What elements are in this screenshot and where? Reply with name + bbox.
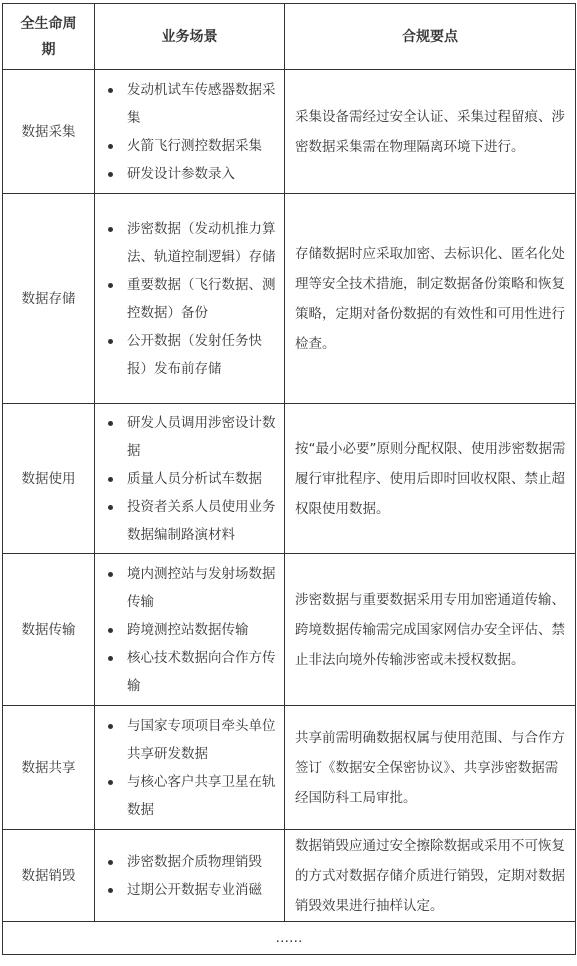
compliance-cell: 涉密数据与重要数据采用专用加密通道传输、跨境数据传输需完成国家网信办安全评估、禁止非法向境外传输涉密或未授权数据。: [285, 554, 576, 706]
phase-cell: 数据销毁: [3, 830, 95, 922]
list-item: 质量人员分析试车数据: [127, 465, 284, 493]
scenario-cell: [95, 70, 285, 194]
compliance-cell: 共享前需明确数据权属与使用范围、与合作方签订《数据安全保密协议》、共享涉密数据需经国防科工局审批。: [285, 706, 576, 830]
scenario-list: [95, 560, 284, 700]
phase-cell: 数据使用: [3, 404, 95, 554]
scenario-list: [95, 76, 284, 188]
table-row: [3, 404, 576, 554]
header-compliance: 合规要点: [285, 4, 576, 70]
phase-cell: 数据传输: [3, 554, 95, 706]
phase-cell: 数据存储: [3, 194, 95, 404]
phase-cell: 数据共享: [3, 706, 95, 830]
list-item: 与核心客户共享卫星在轨数据: [127, 768, 284, 824]
ellipsis-cell: ……: [3, 922, 576, 955]
phase-cell: 数据采集: [3, 70, 95, 194]
header-row: [3, 4, 576, 70]
compliance-table: [2, 3, 576, 955]
list-item: 涉密数据介质物理销毁: [127, 848, 284, 876]
header-lifecycle: 全生命周期: [3, 4, 95, 70]
list-item: 跨境测控站数据传输: [127, 616, 284, 644]
scenario-cell: [95, 404, 285, 554]
header-scenario: 业务场景: [95, 4, 285, 70]
ellipsis-row: [3, 922, 576, 955]
list-item: 过期公开数据专业消磁: [127, 876, 284, 904]
table-row: [3, 70, 576, 194]
list-item: 投资者关系人员使用业务数据编制路演材料: [127, 493, 284, 549]
list-item: 境内测控站与发射场数据传输: [127, 560, 284, 616]
table-row: [3, 830, 576, 922]
list-item: 研发人员调用涉密设计数据: [127, 409, 284, 465]
list-item: 重要数据（飞行数据、测控数据）备份: [127, 271, 284, 327]
scenario-list: [95, 409, 284, 549]
scenario-list: [95, 848, 284, 904]
table-row: [3, 554, 576, 706]
scenario-cell: [95, 554, 285, 706]
compliance-cell: 数据销毁应通过安全擦除数据或采用不可恢复的方式对数据存储介质进行销毁，定期对数据销毁效果进行抽样认定。: [285, 830, 576, 922]
scenario-cell: [95, 706, 285, 830]
list-item: 火箭飞行测控数据采集: [127, 132, 284, 160]
list-item: 涉密数据（发动机推力算法、轨道控制逻辑）存储: [127, 215, 284, 271]
table-row: [3, 706, 576, 830]
list-item: 研发设计参数录入: [127, 160, 284, 188]
list-item: 发动机试车传感器数据采集: [127, 76, 284, 132]
compliance-cell: 按“最小必要”原则分配权限、使用涉密数据需履行审批程序、使用后即时回收权限、禁止超权限使用数据。: [285, 404, 576, 554]
compliance-cell: 采集设备需经过安全认证、采集过程留痕、涉密数据采集需在物理隔离环境下进行。: [285, 70, 576, 194]
list-item: 公开数据（发射任务快报）发布前存储: [127, 327, 284, 383]
scenario-list: [95, 712, 284, 824]
list-item: 核心技术数据向合作方传输: [127, 644, 284, 700]
scenario-cell: [95, 830, 285, 922]
scenario-cell: [95, 194, 285, 404]
scenario-list: [95, 215, 284, 383]
table-row: [3, 194, 576, 404]
list-item: 与国家专项项目牵头单位共享研发数据: [127, 712, 284, 768]
compliance-cell: 存储数据时应采取加密、去标识化、匿名化处理等安全技术措施，制定数据备份策略和恢复策略，定期对备份数据的有效性和可用性进行检查。: [285, 194, 576, 404]
